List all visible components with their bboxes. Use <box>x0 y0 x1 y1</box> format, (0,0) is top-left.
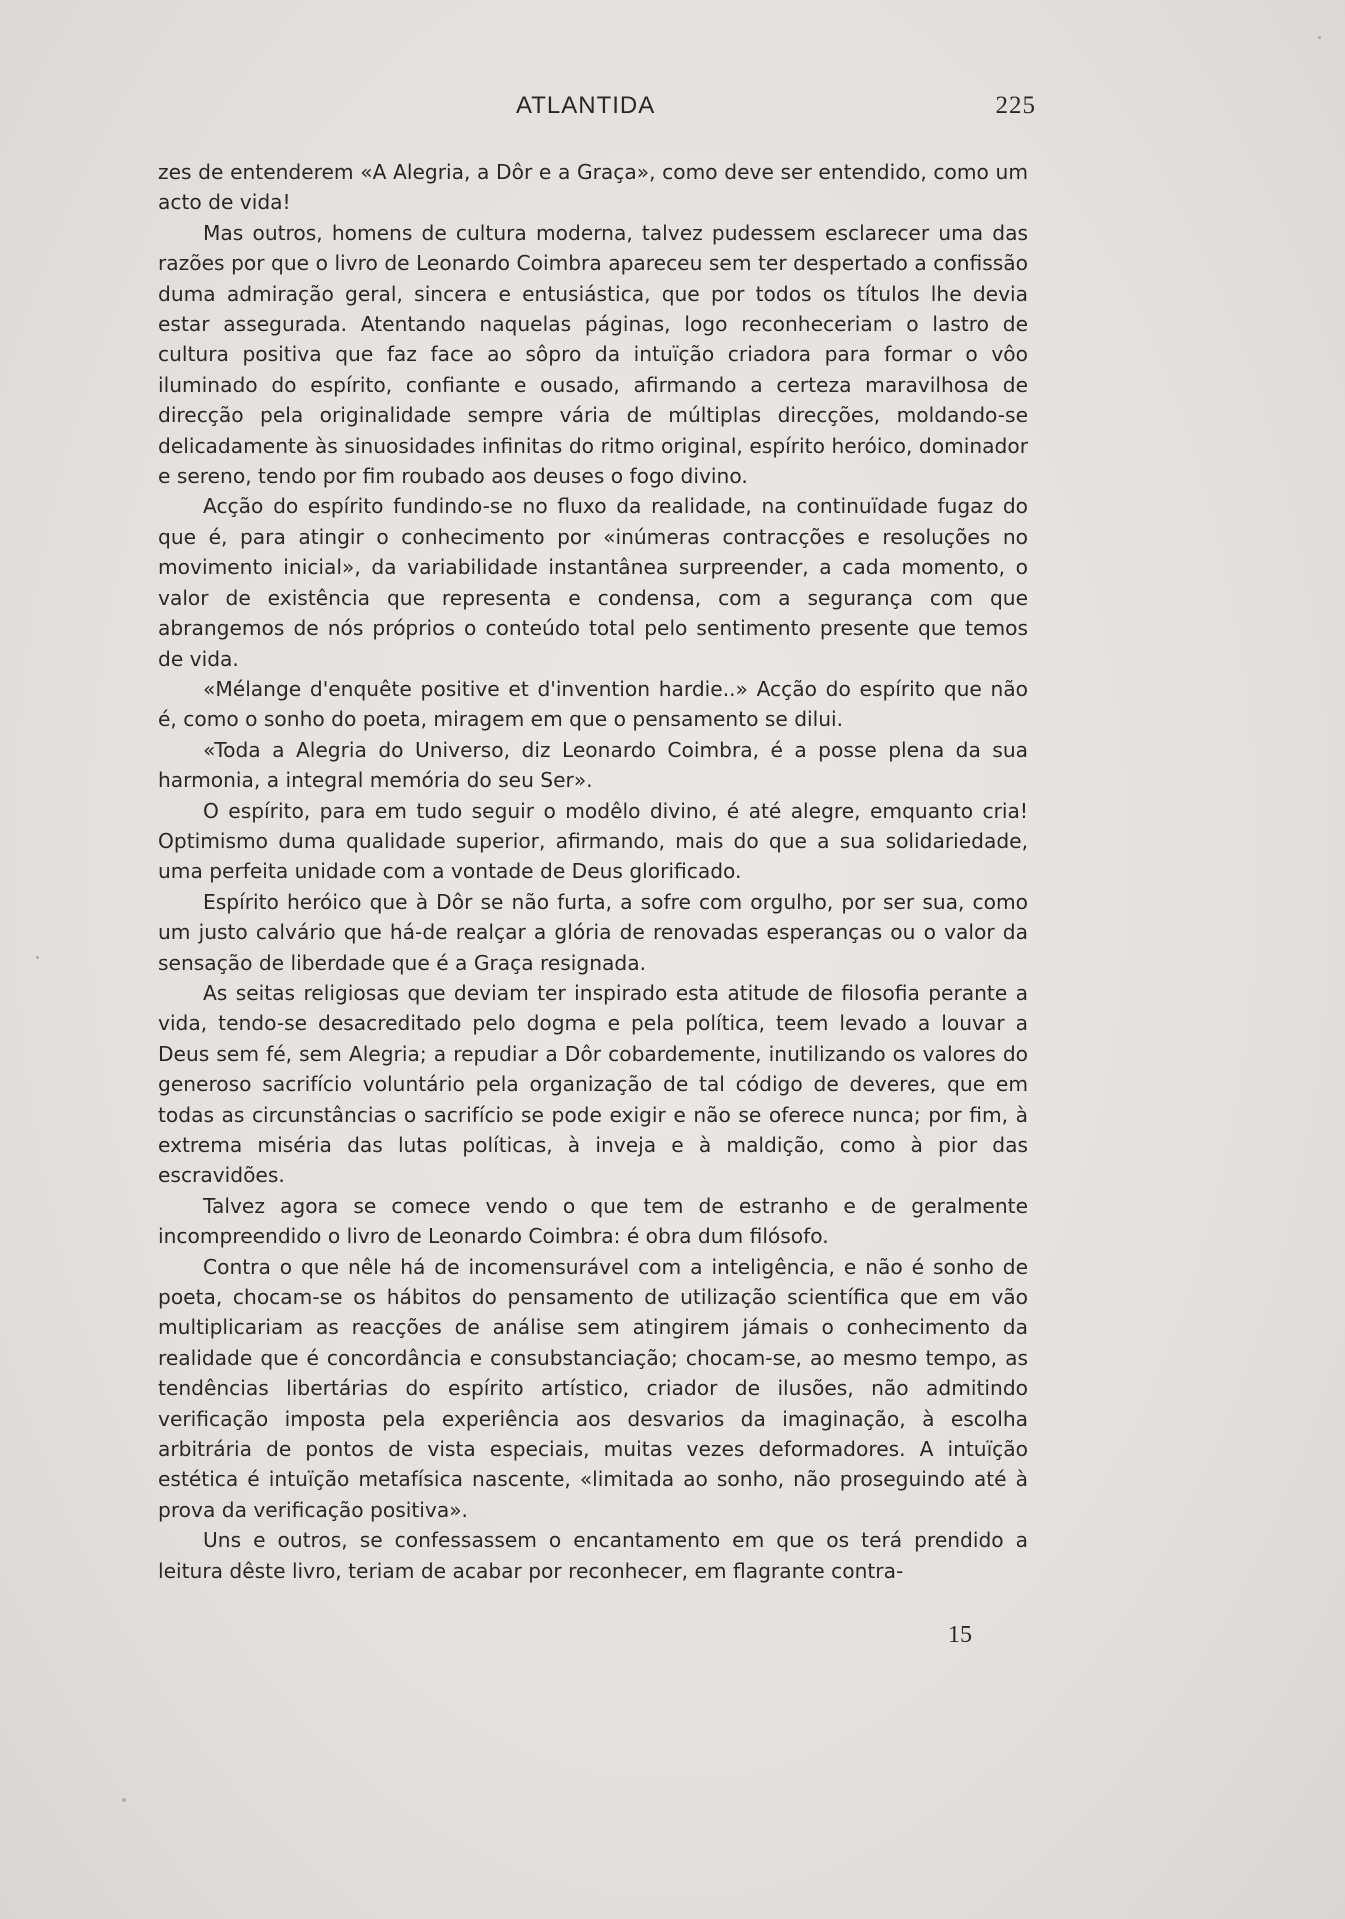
paragraph: Uns e outros, se confessassem o encantamento em que os terá prendido a leitura dêste livro, teriam de acabar por reconhecer, em flagrante contra- <box>158 1528 1028 1583</box>
body-text <box>158 157 1028 1586</box>
paragraph: «Toda a Alegria do Universo, diz Leonardo Coimbra, é a posse plena da sua harmonia, a integral memória do seu Ser». <box>158 737 1028 793</box>
page-number: 225 <box>995 92 1036 119</box>
running-title: ATLANTIDA <box>516 92 656 119</box>
signature-mark: 15 <box>948 1622 972 1648</box>
paragraph: «Mélange d'enquête positive et d'invention hardie..» Acção do espírito que não é, como o sonho do poeta, miragem em que o pensamento se dilui. <box>158 676 1028 732</box>
page-header <box>160 92 1036 128</box>
paragraph: Contra o que nêle há de incomensurável com a inteligência, e não é sonho de poeta, chocam-se os hábitos do pensamento de utilização scientífica que em vão multiplicariam as reacções de análise sem atingirem jámais o conhecimento da realidade que é concordância e consubstanciação; chocam-se, ao mesmo tempo, as tendências libertárias do espírito artístico, criador de ilusões, não admitindo verificação imposta pela experiência aos desvarios da imaginação, à escolha arbitrária de pontos de vista especiais, muitas vezes deformadores. A intuïção estética é intuïção metafísica nascente, «limitada ao sonho, não proseguindo até à prova da verificação positiva». <box>158 1254 1028 1522</box>
paragraph: Mas outros, homens de cultura moderna, talvez pudessem esclarecer uma das razões por que o livro de Leonardo Coimbra apareceu sem ter despertado a confissão duma admiração geral, sincera e entusiástica, que por todos os títulos lhe devia estar assegurada. Atentando naquelas páginas, logo reconheceriam o lastro de cultura positiva que faz face ao sôpro da intuïção criadora para formar o vôo iluminado do espírito, confiante e ousado, afirmando a certeza maravilhosa de direcção pela originalidade sempre vária de múltiplas direcções, moldando-se delicadamente às sinuosidades infinitas do ritmo original, espírito heróico, dominador e sereno, tendo por fim roubado aos deuses o fogo divino. <box>158 220 1028 489</box>
paragraph-continued: zes de entenderem «A Alegria, a Dôr e a Graça», como deve ser entendido, como um acto de vida! <box>158 160 1028 215</box>
paragraph: Talvez agora se comece vendo o que tem de estranho e de geralmente incompreendido o livro de Leonardo Coimbra: é obra dum filósofo. <box>158 1193 1028 1249</box>
paper-speck <box>122 1798 126 1802</box>
paragraph: Espírito heróico que à Dôr se não furta, a sofre com orgulho, por ser sua, como um justo calvário que há-de realçar a glória de renovadas esperanças ou o valor da sensação de liberdade que é a Graça resignada. <box>158 889 1028 975</box>
paper-speck <box>36 956 39 959</box>
paragraph: Acção do espírito fundindo-se no fluxo da realidade, na continuïdade fugaz do que é, para atingir o conhecimento por «inúmeras contracções e resoluções no movimento inicial», da variabilidade instantânea surpreender, a cada momento, o valor de existência que representa e condensa, com a segurança com que abrangemos de nós próprios o conteúdo total pelo sentimento presente que temos de vida. <box>158 494 1028 671</box>
paragraph: O espírito, para em tudo seguir o modêlo divino, é até alegre, emquanto cria! Optimismo duma qualidade superior, afirmando, mais do que a sua solidariedade, uma perfeita unidade com a vontade de Deus glorificado. <box>158 798 1028 884</box>
paper-speck <box>1318 36 1321 39</box>
paragraph: As seitas religiosas que deviam ter inspirado esta atitude de filosofia perante a vida, tendo-se desacreditado pelo dogma e pela política, teem levado a louvar a Deus sem fé, sem Alegria; a repudiar a Dôr cobardemente, inutilizando os valores do generoso sacrifício voluntário pela organização de tal código de deveres, que em todas as circunstâncias o sacrifício se pode exigir e não se oferece nunca; por fim, à extrema miséria das lutas políticas, à inveja e à maldição, como à pior das escravidões. <box>158 980 1028 1188</box>
